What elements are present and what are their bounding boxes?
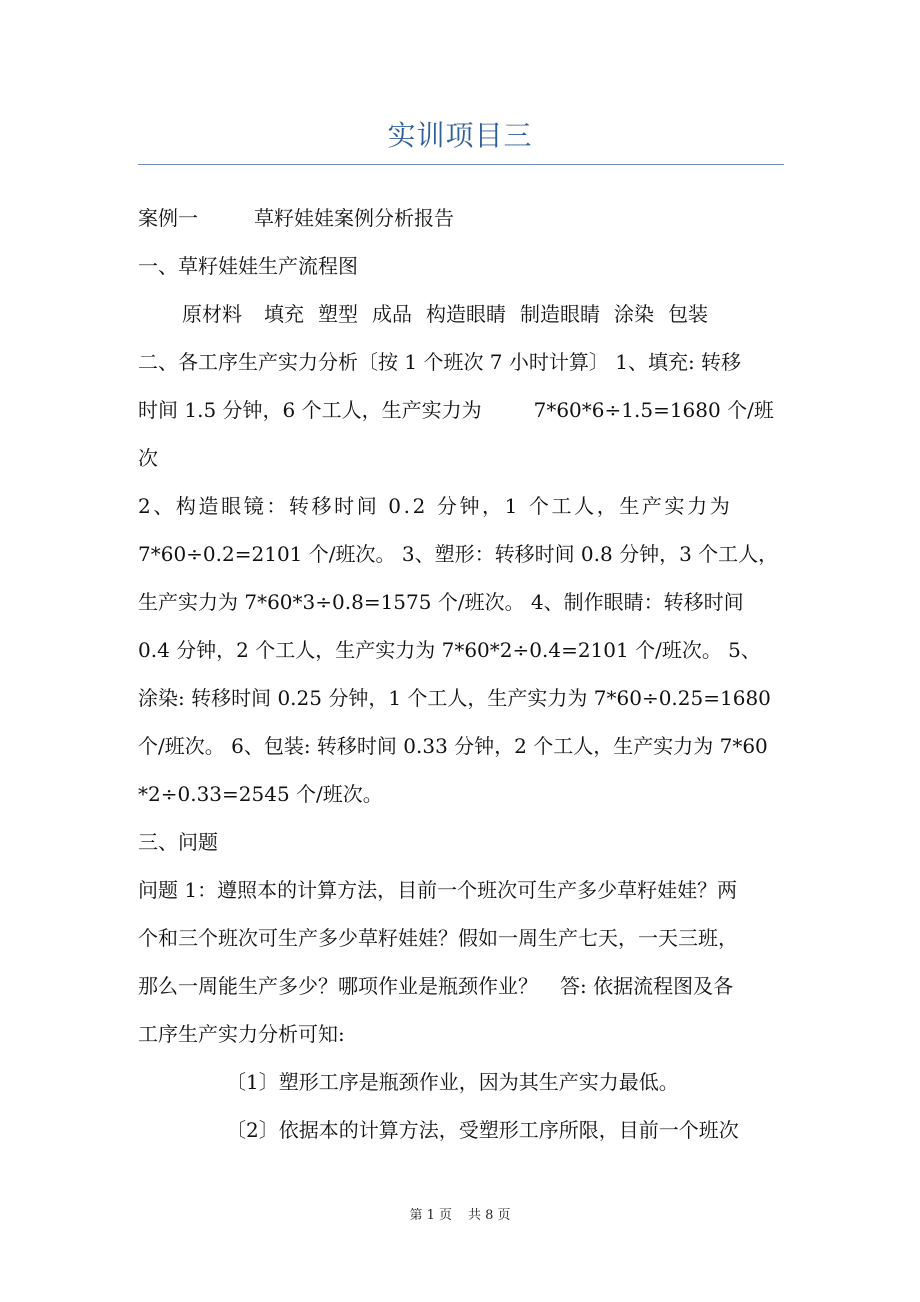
title-divider	[138, 164, 784, 165]
case-title: 草籽娃娃案例分析报告	[254, 206, 454, 230]
section2-line: *2÷0.33=2545 个/班次。	[138, 782, 383, 806]
flow-steps	[138, 290, 784, 338]
question1-line	[138, 962, 784, 1010]
page-total: 共 8 页	[468, 1208, 511, 1223]
flow-step: 涂染	[614, 302, 654, 326]
case-label: 案例一	[138, 206, 198, 230]
flow-step: 成品	[372, 302, 412, 326]
page-number: 第 1 页	[409, 1208, 452, 1223]
question1-line: 工序生产实力分析可知:	[138, 1022, 345, 1046]
page-footer	[0, 1206, 920, 1226]
question1-line: 个和三个班次可生产多少草籽娃娃？假如一周生产七天，一天三班，	[138, 926, 738, 950]
answer-intro: 答: 依据流程图及各	[560, 974, 734, 998]
section2-line: 生产实力为 7*60*3÷0.8=1575 个/班次。 4、制作眼睛：转移时间	[138, 590, 744, 614]
document-body	[138, 194, 784, 1154]
section2-line: 0.4 分钟，2 个工人，生产实力为 7*60*2÷0.4=2101 个/班次。 5、	[138, 638, 761, 662]
flow-step: 原材料	[182, 302, 242, 326]
section2-line: 7*60÷0.2=2101 个/班次。 3、塑形：转移时间 0.8 分钟，3 个工人，	[138, 542, 779, 566]
section2-line: 2、构造眼镜：转移时间 0.2 分钟，1 个工人，生产实力为	[138, 494, 733, 518]
flow-step: 包装	[668, 302, 708, 326]
section2-line	[138, 386, 784, 434]
section2-line: 涂染: 转移时间 0.25 分钟，1 个工人，生产实力为 7*60÷0.25=1680	[138, 686, 771, 710]
section2-line: 二、各工序生产实力分析〔按 1 个班次 7 小时计算〕 1、填充: 转移	[138, 350, 742, 374]
section3-heading: 三、问题	[138, 830, 218, 854]
flow-step: 填充	[264, 302, 304, 326]
document-title: 实训项目三	[387, 119, 533, 152]
answer-item: 〔2〕依据本的计算方法，受塑形工序所限，目前一个班次	[226, 1118, 739, 1142]
section2-text: 7*60*6÷1.5=1680 个/班	[533, 398, 774, 422]
flow-step: 构造眼睛	[426, 302, 506, 326]
question1-text: 那么一周能生产多少？哪项作业是瓶颈作业？	[138, 974, 538, 998]
section2-line: 次	[138, 446, 158, 470]
section2-line: 个/班次。 6、包装: 转移时间 0.33 分钟，2 个工人，生产实力为 7*60	[138, 734, 768, 758]
flow-step: 制造眼睛	[520, 302, 600, 326]
section2-text: 时间 1.5 分钟，6 个工人，生产实力为	[138, 398, 482, 422]
section1-heading: 一、草籽娃娃生产流程图	[138, 254, 358, 278]
flow-step: 塑型	[318, 302, 358, 326]
case-heading	[138, 194, 784, 242]
question1-line: 问题 1：遵照本的计算方法，目前一个班次可生产多少草籽娃娃？两	[138, 878, 738, 902]
answer-item: 〔1〕塑形工序是瓶颈作业，因为其生产实力最低。	[226, 1070, 679, 1094]
